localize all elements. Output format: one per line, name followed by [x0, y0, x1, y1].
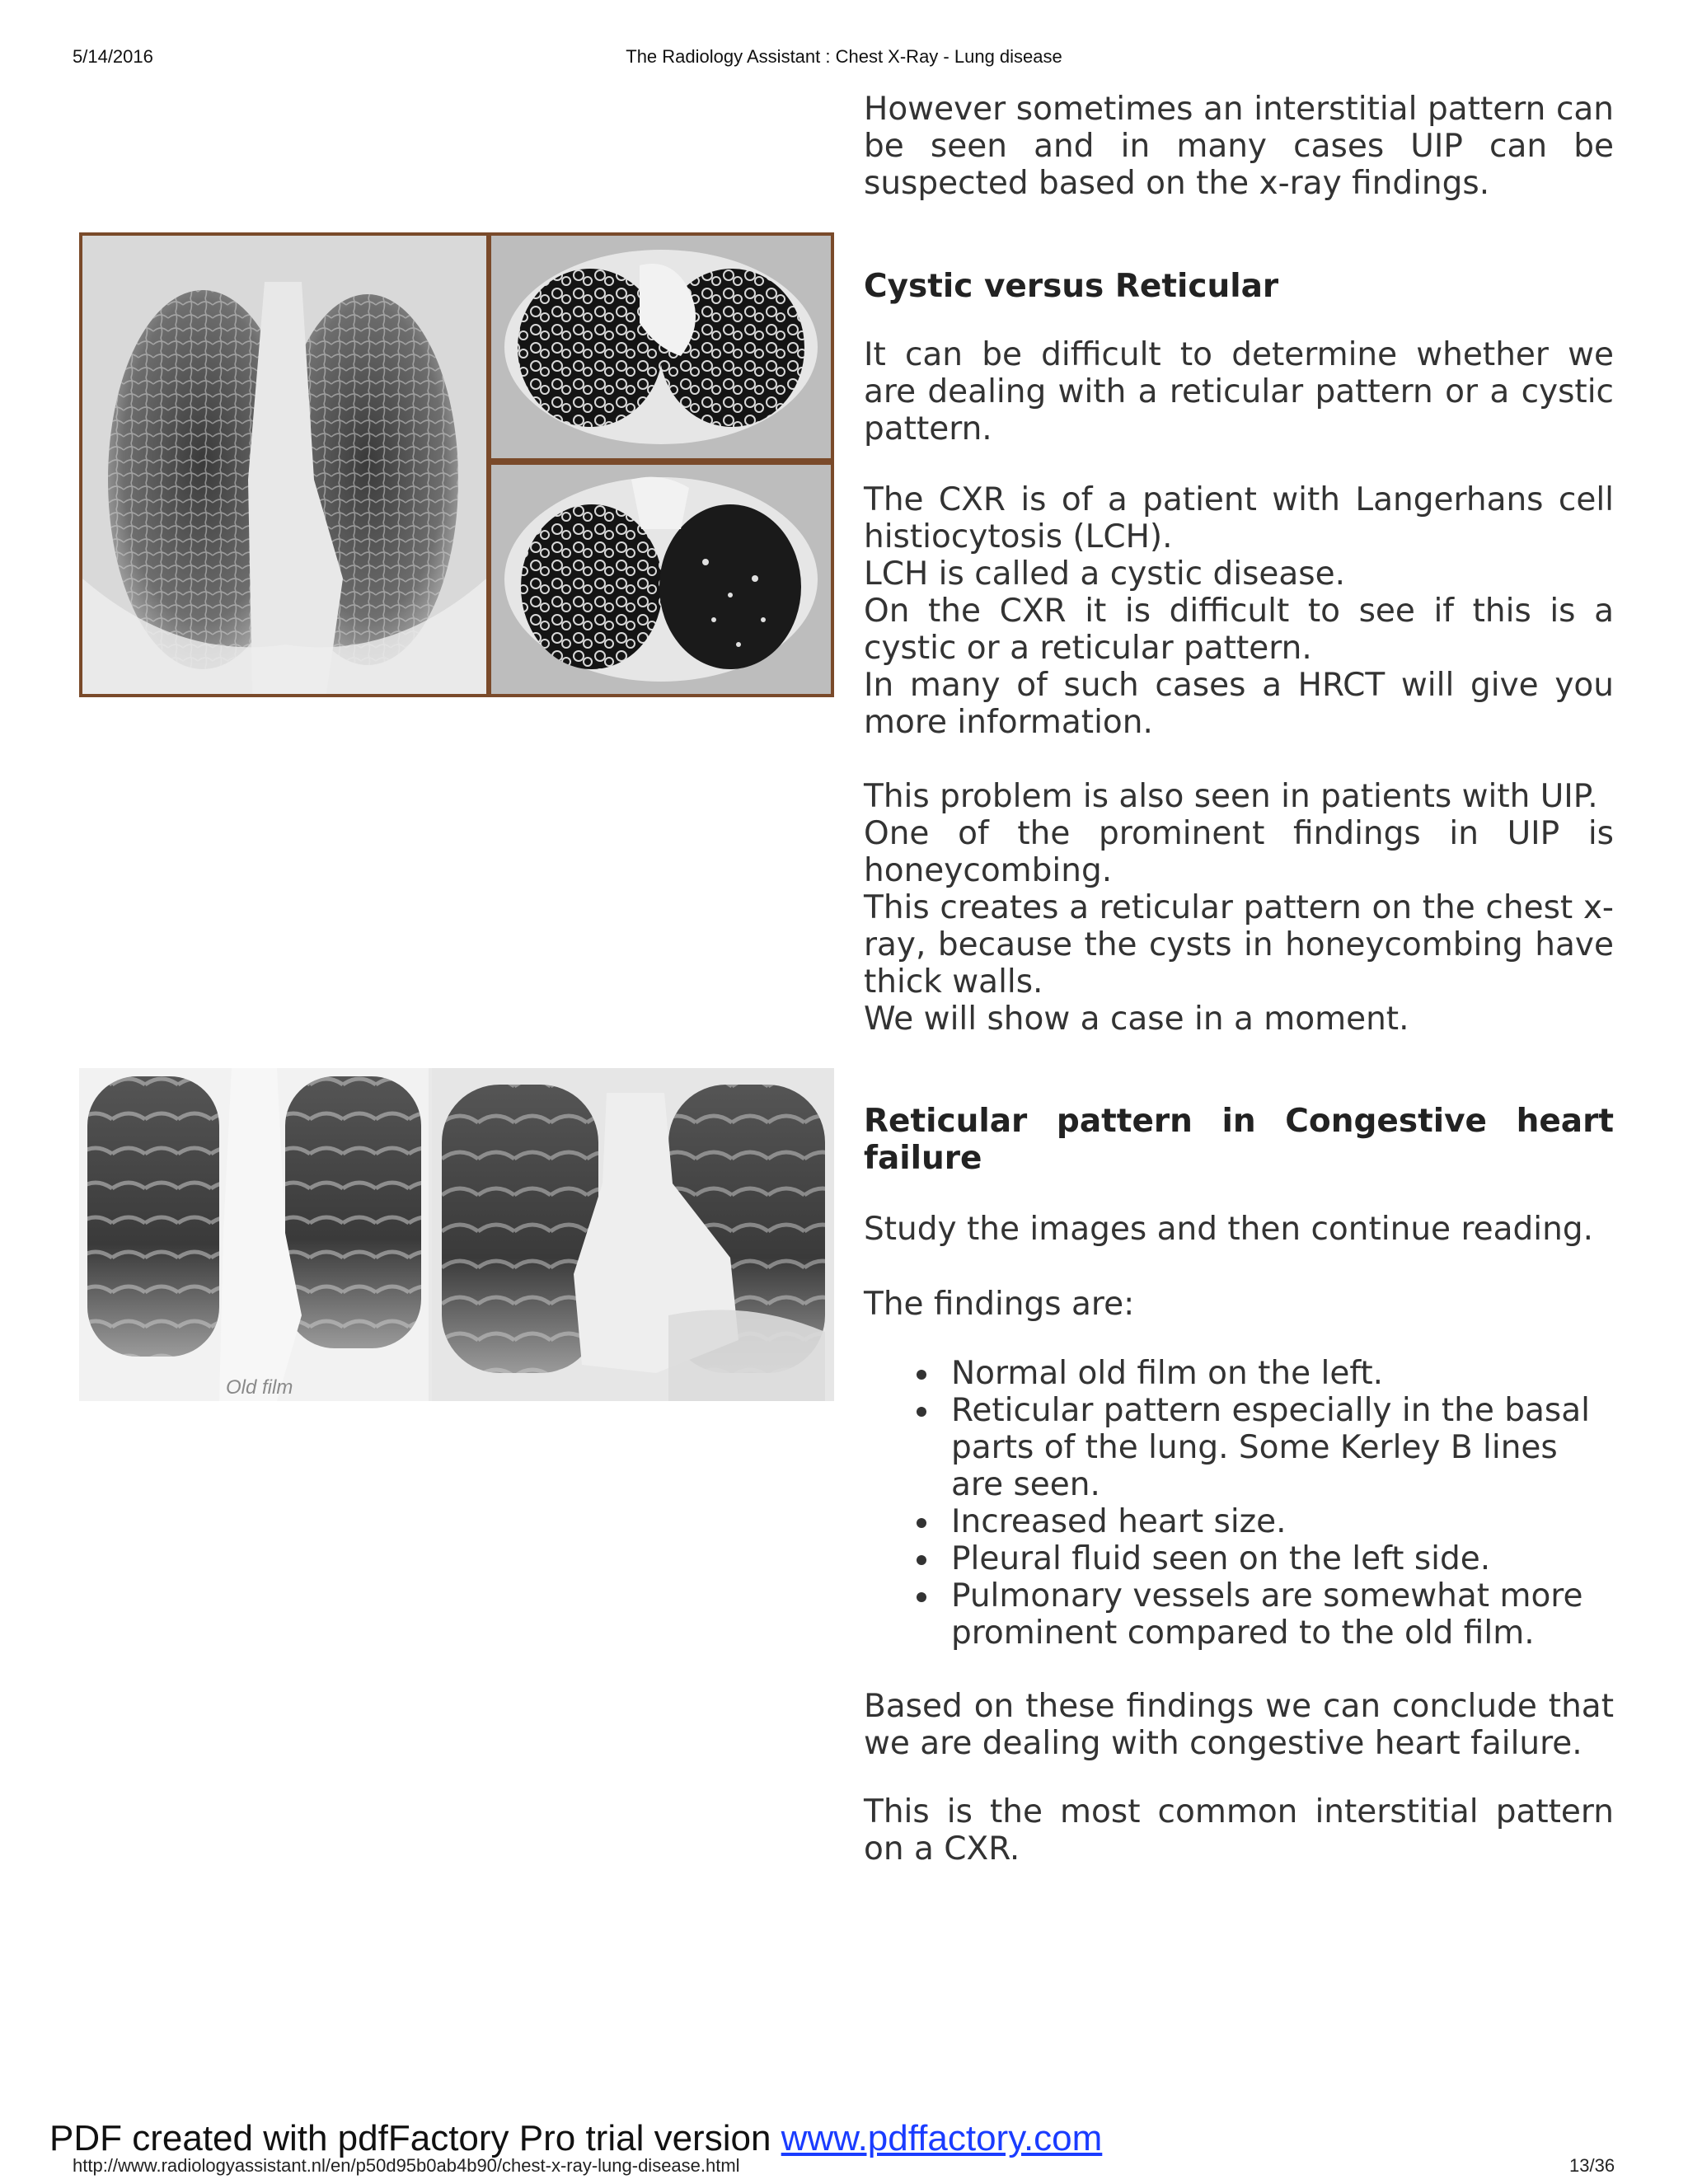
chf-figure — [79, 1068, 834, 1401]
cystic-paragraph-1: It can be difficult to determine whether we are dealing with a reticular pattern or a cystic pattern. — [864, 336, 1614, 448]
finding-item: Pulmonary vessels are somewhat more prominent compared to the old film. — [864, 1577, 1614, 1652]
finding-item: Reticular pattern especially in the basal parts of the lung. Some Kerley B lines are seen. — [864, 1392, 1614, 1503]
pdf-notice-text: PDF created with pdfFactory Pro trial version — [49, 2118, 771, 2158]
cystic-p3-line: We will show a case in a moment. — [864, 1001, 1409, 1038]
cystic-p2-line: The CXR is of a patient with Langerhans cell histiocytosis (LCH). — [864, 481, 1614, 555]
cystic-p3-line: This problem is also seen in patients with UIP. — [864, 778, 1598, 815]
chf-paragraph-4: This is the most common interstitial pattern on a CXR. — [864, 1793, 1614, 1868]
chf-paragraph-2: The findings are: — [864, 1286, 1135, 1323]
pdf-watermark — [49, 2118, 1102, 2159]
cystic-p3-line: One of the prominent findings in UIP is honeycombing. — [864, 815, 1614, 889]
pdffactory-link[interactable]: www.pdffactory.com — [781, 2118, 1103, 2158]
lch-xray-and-ct-image — [79, 232, 834, 697]
cystic-p2-line: LCH is called a cystic disease. — [864, 555, 1346, 593]
finding-item: Increased heart size. — [864, 1503, 1614, 1540]
cystic-p2-line: On the CXR it is difficult to see if this is a cystic or a reticular pattern. — [864, 593, 1614, 667]
print-date: 5/14/2016 — [73, 46, 153, 67]
old-film-label: Old film — [226, 1376, 293, 1399]
chf-findings-list — [864, 1355, 1614, 1652]
cystic-paragraph-3 — [864, 778, 1614, 1038]
section-heading-chf: Reticular pattern in Congestive heart failure — [864, 1103, 1614, 1177]
cystic-p3-line: This creates a reticular pattern on the chest x-ray, because the cysts in honeycombing have thick walls. — [864, 889, 1614, 1001]
finding-item: Pleural fluid seen on the left side. — [864, 1540, 1614, 1577]
footer-url: http://www.radiologyassistant.nl/en/p50d95b0ab4b90/chest-x-ray-lung-disease.html — [73, 2155, 740, 2176]
page-number: 13/36 — [1569, 2155, 1615, 2176]
cystic-p2-line: In many of such cases a HRCT will give you more information. — [864, 667, 1614, 741]
section-heading-cystic-vs-reticular: Cystic versus Reticular — [864, 268, 1279, 305]
lch-figure — [79, 232, 834, 697]
chf-paragraph-3: Based on these findings we can conclude that we are dealing with congestive heart failure. — [864, 1688, 1614, 1762]
page-title: The Radiology Assistant : Chest X-Ray - Lung disease — [626, 46, 1062, 67]
intro-paragraph: However sometimes an interstitial pattern can be seen and in many cases UIP can be suspected based on the x-ray findings. — [864, 91, 1614, 202]
chf-paragraph-1: Study the images and then continue reading. — [864, 1211, 1593, 1248]
cystic-paragraph-2 — [864, 481, 1614, 741]
chf-xray-comparison-image — [79, 1068, 834, 1401]
finding-item: Normal old film on the left. — [864, 1355, 1614, 1392]
